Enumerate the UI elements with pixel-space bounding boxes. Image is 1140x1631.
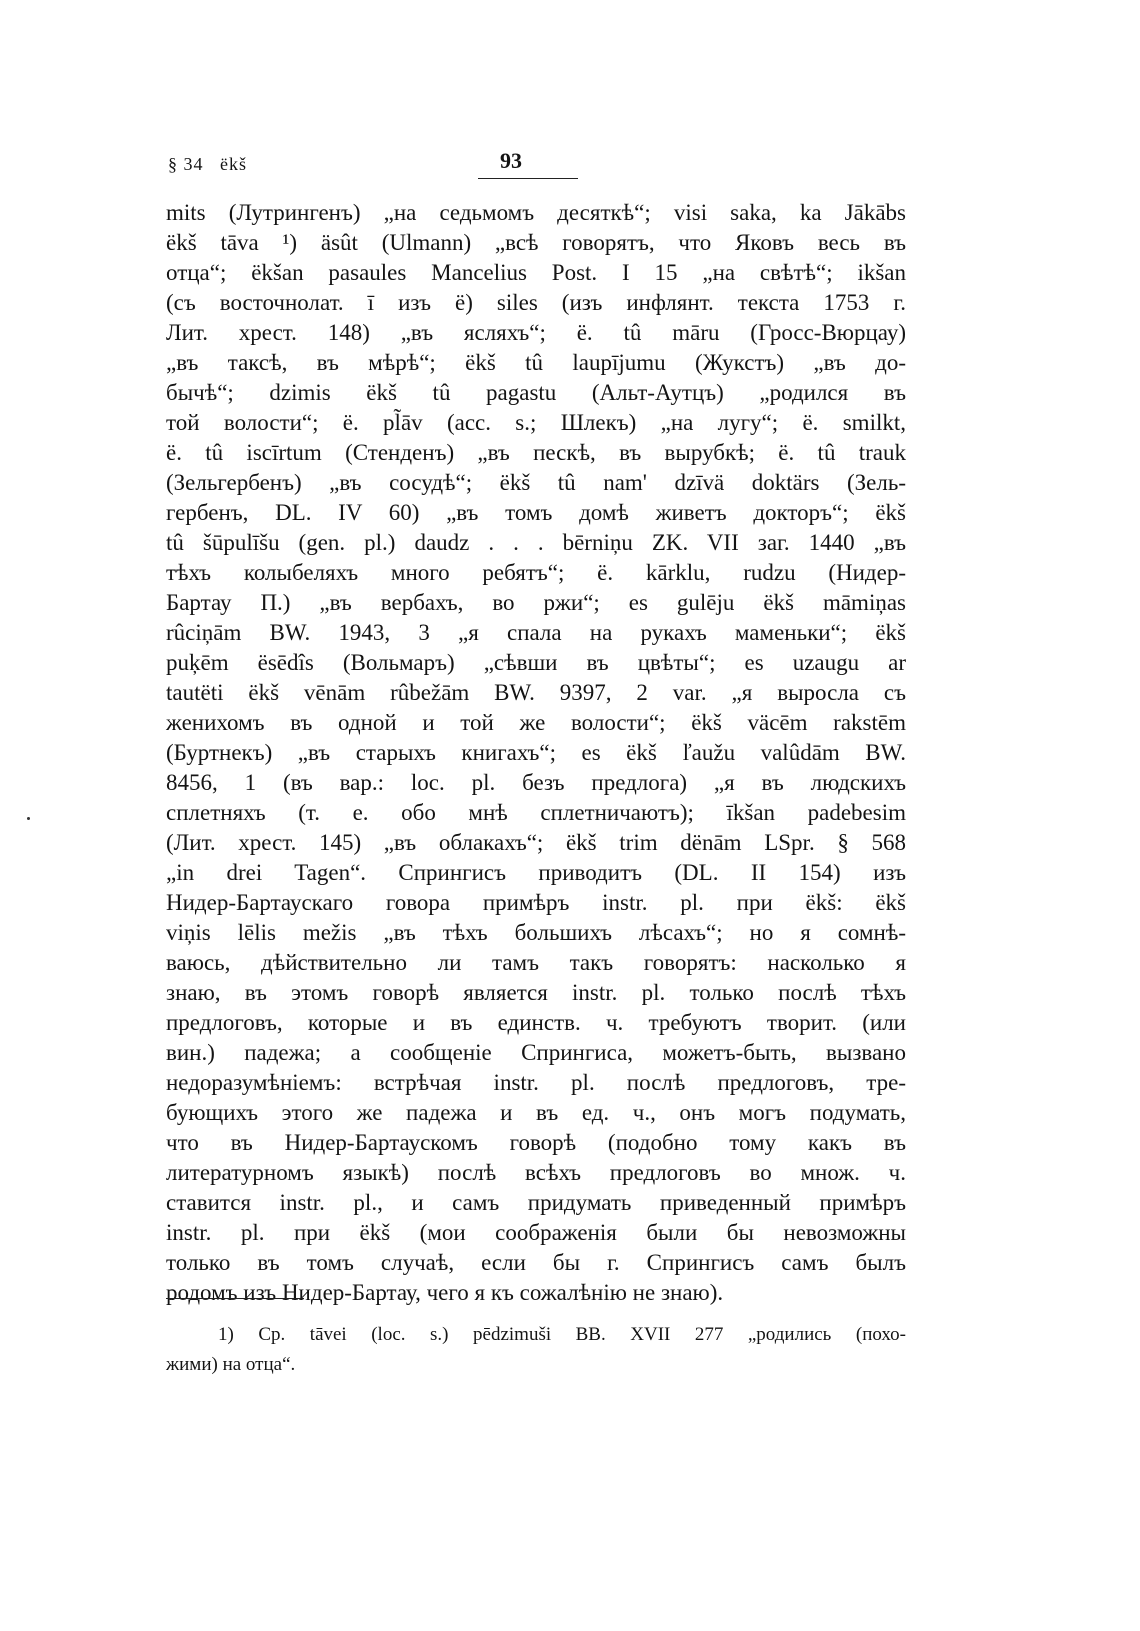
text-line: предлоговъ, которые и въ единств. ч. требуютъ творит. (или xyxy=(166,1010,906,1035)
text-line: „in drei Tagen“. Спрингисъ приводитъ (DL. II 154) изъ xyxy=(166,860,906,885)
text-line: ëkš tāva ¹) äsût (Ulmann) „всѣ говорятъ, что Яковъ весь въ xyxy=(166,230,906,255)
text-line: 8456, 1 (въ вар.: loc. pl. безъ предлога) „я въ людскихъ xyxy=(166,770,906,795)
footnote-separator xyxy=(166,1298,304,1299)
text-line: гербенъ, DL. IV 60) „въ томъ домѣ живетъ докторъ“; ëkš xyxy=(166,500,906,525)
text-line: (Зельгербенъ) „въ сосудѣ“; ëkš tû nam' dzīvä doktärs (Зель- xyxy=(166,470,906,495)
text-line: „въ таксѣ, въ мѣрѣ“; ëkš tû laupījumu (Жукстъ) „въ до- xyxy=(166,350,906,375)
text-line: женихомъ въ одной и той же волости“; ëkš väcēm rakstēm xyxy=(166,710,906,735)
text-line: ваюсь, дѣйствительно ли тамъ такъ говорятъ: насколько я xyxy=(166,950,906,975)
header-rule xyxy=(478,178,578,179)
text-line: viņis lēlis mežis „въ тѣхъ большихъ лѣсахъ“; но я сомнѣ- xyxy=(166,920,906,945)
body-text xyxy=(166,198,906,1308)
text-line: (съ восточнолат. ī изъ ë) siles (изъ инфлянт. текста 1753 г. xyxy=(166,290,906,315)
section-reference: § 34 ëkš xyxy=(168,154,247,174)
text-line: (Лит. хрест. 145) „въ облакахъ“; ëkš trim dënām LSpr. § 568 xyxy=(166,830,906,855)
footnote-line: жими) на отца“. xyxy=(166,1354,296,1375)
footnote xyxy=(166,1320,906,1380)
text-line: бычѣ“; dzimis ëkš tû pagastu (Альт-Аутцъ) „родился въ xyxy=(166,380,906,405)
text-line: только въ томъ случаѣ, если бы г. Спрингисъ самъ былъ xyxy=(166,1250,906,1275)
text-line: Бартау П.) „въ вербахъ, во ржи“; es gulēju ëkš māmiņas xyxy=(166,590,906,615)
text-line: mits (Лутрингенъ) „на седьмомъ десяткѣ“; visi saka, ka Jākābs xyxy=(166,200,906,225)
text-line: tautëti ëkš vēnām rûbežām BW. 9397, 2 var. „я выросла съ xyxy=(166,680,906,705)
text-line: instr. pl. при ëkš (мои соображенія были бы невозможны xyxy=(166,1220,906,1245)
text-line: (Буртнекъ) „въ старыхъ книгахъ“; es ëkš ľaužu valûdām BW. xyxy=(166,740,906,765)
text-line: бующихъ этого же падежа и въ ед. ч., онъ могъ подумать, xyxy=(166,1100,906,1125)
text-line: литературномъ языкѣ) послѣ всѣхъ предлоговъ во множ. ч. xyxy=(166,1160,906,1185)
text-line: что въ Нидер-Бартаускомъ говорѣ (подобно тому какъ въ xyxy=(166,1130,906,1155)
footnote-line: 1) Ср. tāvei (loc. s.) pēdzimuši BB. XVII 277 „родились (похо- xyxy=(218,1324,906,1345)
text-line: вин.) падежа; а сообщеніе Спрингиса, можетъ-быть, вызвано xyxy=(166,1040,906,1065)
text-line: puķēm ësēdîs (Вольмаръ) „сѣвши въ цвѣты“; es uzaugu ar xyxy=(166,650,906,675)
text-line: той волости“; ë. pl̃āv (acc. s.; Шлекъ) „на лугу“; ë. smilkt, xyxy=(166,410,906,435)
page-number: 93 xyxy=(500,148,522,173)
text-line: Лит. хрест. 148) „въ ясляхъ“; ë. tû māru (Гросс-Вюрцау) xyxy=(166,320,906,345)
text-line: ë. tû iscīrtum (Стенденъ) „въ пескѣ, въ вырубкѣ; ë. tû trauk xyxy=(166,440,906,465)
text-line: тѣхъ колыбеляхъ много ребятъ“; ë. kārklu, rudzu (Нидер- xyxy=(166,560,906,585)
text-line: отца“; ëkšan pasaules Mancelius Post. I 15 „на свѣтѣ“; ikšan xyxy=(166,260,906,285)
text-line: знаю, въ этомъ говорѣ является instr. pl. только послѣ тѣхъ xyxy=(166,980,906,1005)
page-header xyxy=(168,148,908,182)
text-line: rûciņām BW. 1943, 3 „я спала на рукахъ маменьки“; ëkš xyxy=(166,620,906,645)
text-line: Нидер-Бартаускаго говора примѣръ instr. pl. при ëkš: ëkš xyxy=(166,890,906,915)
text-line: ставится instr. pl., и самъ придумать приведенный примѣръ xyxy=(166,1190,906,1215)
text-line: родомъ изъ Нидер-Бартау, чего я къ сожалѣнію не знаю). xyxy=(166,1280,724,1305)
text-line: tû šūpulīšu (gen. pl.) daudz . . . bērniņu ZK. VII заг. 1440 „въ xyxy=(166,530,906,555)
text-line: сплетняхъ (т. е. обо мнѣ сплетничаютъ); īkšan padebesim xyxy=(166,800,906,825)
margin-speck xyxy=(27,817,30,820)
text-line: недоразумѣніемъ: встрѣчая instr. pl. послѣ предлоговъ, тре- xyxy=(166,1070,906,1095)
